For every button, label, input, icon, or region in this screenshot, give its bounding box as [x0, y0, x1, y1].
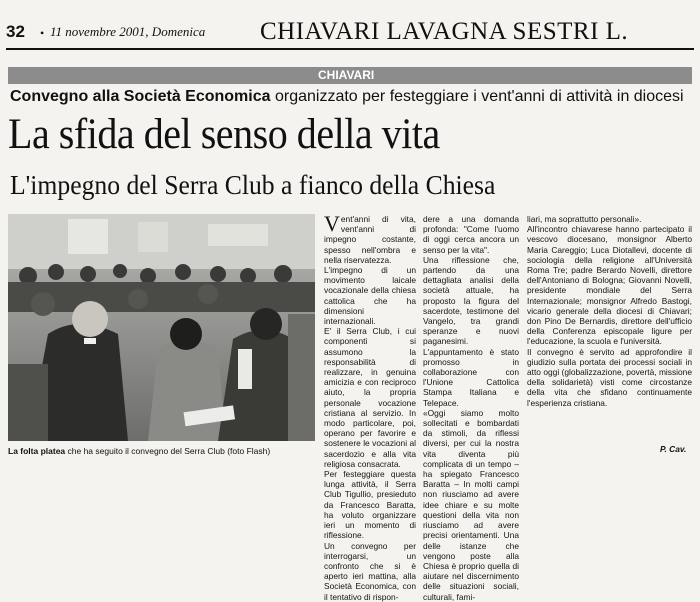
overline-rest: organizzato per festeggiare i vent'anni di attività in diocesi — [270, 88, 684, 105]
paragraph — [324, 211, 416, 265]
paragraph: Un convegno per interrogarsi, un confronto che si è aperto ieri mattina, alla Società Economica, con il tentativo di rispon- — [324, 540, 416, 602]
paragraph: Per festeggiare questa lunga attività, il Serra Club Tigullio, presieduto da Francesco Baratta, ha voluto organizzare ieri un momento di riflessione. — [324, 469, 416, 541]
drop-cap: V — [324, 211, 340, 236]
audience-photo-image — [8, 214, 315, 441]
overline — [10, 88, 684, 106]
overline-bold: Convegno alla Società Economica — [10, 88, 271, 105]
page-number: 32 — [6, 22, 25, 41]
paragraph-text: ent'anni di vita, vent'anni di impegno costante, spesso nell'ombra e nella riservatezza. — [324, 214, 416, 265]
masthead-rule — [6, 48, 694, 50]
paragraph: E' il Serra Club, i cui componenti si assumono la responsabilità di realizzare, in genuina amicizia e con reciproco aiuto, la propria personale vocazione cristiana al servizio. In modo particolare, poi, operano per favorire e sostenere le vocazioni al sacerdozio e alla vita religiosa consacrata. — [324, 326, 416, 469]
paragraph: All'incontro chiavarese hanno partecipato il vescovo diocesano, monsignor Alberto Maria Careggio; Luca Diotallevi, docente di sociologia della religione all'Università Roma Tre; padre Berardo Novelli, direttore dell'Antoniano di Bologna; Giovanni Novelli, presidente mondiale del Serra Internazionale; monsignor Alfredo Bastogi, vicario generale della diocesi di Chiavari; don Pino De Bernardis, direttore dell'ufficio della Conferenza episcopale ligure per l'educazione, la scuola e l'università. — [527, 224, 692, 347]
paragraph: Una riflessione che, partendo da una dettagliata analisi della società attuale, ha proposto la figura del sacerdote, testimone del Vangelo, tra grandi speranze e nuovi paganesimi. — [423, 254, 519, 347]
headline: La sfida del senso della vita — [8, 111, 440, 158]
paragraph: L'impegno di un movimento laicale vocazionale della chiesa cattolica che ha dimensioni internazionali. — [324, 265, 416, 327]
masthead — [6, 18, 694, 56]
paragraph: dere a una domanda profonda: "Come l'uomo di oggi cerca ancora un senso per la vita". — [423, 214, 519, 255]
caption-rest: che ha seguito il convegno del Serra Club (foto Flash) — [65, 446, 271, 456]
paragraph: «Oggi siamo molto sollecitati e bombardati da stimoli, da riflessi diversi, per cui la nostra vita diventa più complicata di un tempo – ha spiegato Francesco Baratta – In molti campi non riusciamo ad avere idee chiare e su molte questioni della vita non riusciamo ad avere precisi orientamenti. Una delle istanze che vengono poste alla Chiesa è proprio quella di aiutare nel discernimento delle situazioni sociali, culturali, fami- — [423, 407, 519, 602]
article-column-3 — [527, 214, 692, 408]
paragraph: L'appuntamento è stato promosso in collaborazione con l'Unione Cattolica Stampa Italiana e Telepace. — [423, 346, 519, 408]
paragraph: liari, ma soprattutto personali». — [527, 214, 642, 224]
article-column-2 — [423, 214, 519, 602]
author-signature: P. Cav. — [660, 444, 687, 454]
caption-bold: La folta platea — [8, 446, 66, 456]
issue-date: 11 novembre 2001, Domenica — [50, 24, 206, 39]
subheadline: L'impegno del Serra Club a fianco della Chiesa — [10, 170, 496, 200]
masthead-bullet: • — [40, 26, 45, 40]
section-title: CHIAVARI LAVAGNA SESTRI L. — [260, 18, 629, 45]
paragraph: Il convegno è servito ad approfondire il giudizio sulla portata dei processi sociali in atto oggi (globalizzazione, povertà, missione della solidarietà) visti come circostanze della vita che sfidano continuamente l'esperienza cristiana. — [527, 346, 692, 408]
article-column-1 — [324, 211, 416, 602]
kicker-label: CHIAVARI — [318, 68, 375, 82]
photo-caption — [8, 446, 270, 456]
audience-photo — [8, 214, 315, 441]
